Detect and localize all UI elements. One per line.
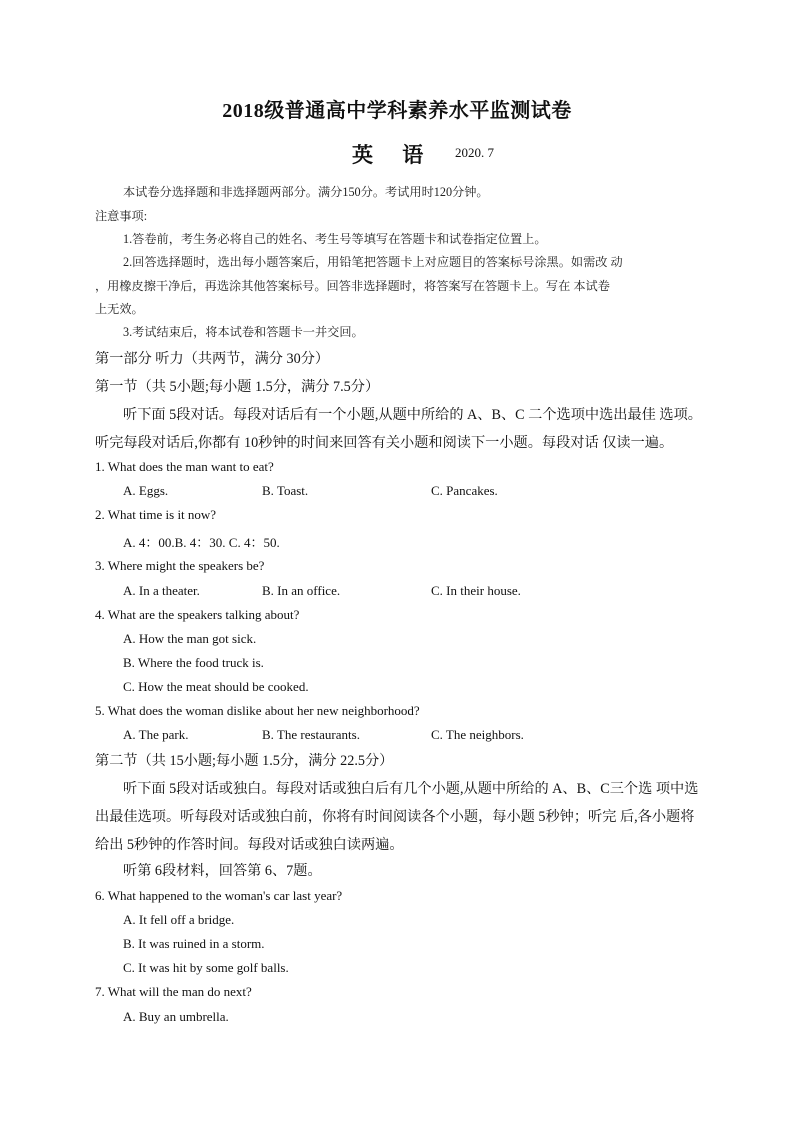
instruction-item-2-line-1: 2.回答选择题时，选出每小题答案后，用铅笔把答题卡上对应题目的答案标号涂黑。如需改 动 xyxy=(123,255,623,269)
instruction-item-3: 3.考试结束后，将本试卷和答题卡一并交回。 xyxy=(123,325,364,339)
question-6-option-b: B. It was ruined in a storm. xyxy=(123,936,265,951)
question-6-option-c: C. It was hit by some golf balls. xyxy=(123,960,289,975)
part1-heading: 第一部分 听力（共两节，满分 30分） xyxy=(95,351,330,367)
section2-directions-line-3: 给出 5秒钟的作答时间。每段对话或独白读两遍。 xyxy=(95,837,404,853)
question-3-option-a: A. In a theater. xyxy=(123,583,200,598)
exam-title: 2018级普通高中学科素养水平监测试卷 xyxy=(222,100,572,122)
question-5-option-b: B. The restaurants. xyxy=(262,727,360,742)
question-4-option-c: C. How the meat should be cooked. xyxy=(123,679,309,694)
question-1-option-a: A. Eggs. xyxy=(123,483,169,498)
question-6-stem: 6. What happened to the woman's car last year? xyxy=(95,888,343,903)
section1-directions-line-1: 听下面 5段对话。每段对话后有一个小题,从题中所给的 A、B、C 二个选项中选出最佳 选项。 xyxy=(123,407,702,423)
question-4-stem: 4. What are the speakers talking about? xyxy=(95,607,300,622)
notice-label: 注意事项: xyxy=(95,209,148,223)
instruction-item-2-line-3: 上无效。 xyxy=(95,302,144,316)
section1-heading: 第一节（共 5小题;每小题 1.5分，满分 7.5分） xyxy=(95,379,380,395)
section2-directions-line-1: 听下面 5段对话或独白。每段对话或独白后有几个小题,从题中所给的 A、B、C三个选 项中选 xyxy=(123,781,699,797)
section2-directions-line-2: 出最佳选项。听每段对话或独白前，你将有时间阅读各个小题，每小题 5秒钟；听完 后,各小题将 xyxy=(95,809,695,825)
question-1-option-c: C. Pancakes. xyxy=(431,483,498,498)
intro-text: 本试卷分选择题和非选择题两部分。满分150分。考试用时120分钟。 xyxy=(123,185,489,199)
question-7-option-a: A. Buy an umbrella. xyxy=(123,1009,229,1024)
question-1-option-b: B. Toast. xyxy=(262,483,309,498)
question-5-option-a: A. The park. xyxy=(123,727,189,742)
question-2-options: A. 4：00.B. 4：30. C. 4：50. xyxy=(123,535,280,550)
question-1-stem: 1. What does the man want to eat? xyxy=(95,459,274,474)
question-4-option-a: A. How the man got sick. xyxy=(123,631,257,646)
question-5-stem: 5. What does the woman dislike about her new neighborhood? xyxy=(95,703,420,718)
question-7-stem: 7. What will the man do next? xyxy=(95,984,252,999)
section1-directions-line-2: 听完每段对话后,你都有 10秒钟的时间来回答有关小题和阅读下一小题。每段对话 仅读一遍。 xyxy=(95,435,674,451)
question-3-option-c: C. In their house. xyxy=(431,583,521,598)
question-3-stem: 3. Where might the speakers be? xyxy=(95,558,265,573)
material-6-instruction: 听第 6段材料，回答第 6、7题。 xyxy=(123,863,322,879)
question-6-option-a: A. It fell off a bridge. xyxy=(123,912,235,927)
exam-date: 2020. 7 xyxy=(455,145,494,160)
question-2-stem: 2. What time is it now? xyxy=(95,507,217,522)
section2-heading: 第二节（共 15小题;每小题 1.5分，满分 22.5分） xyxy=(95,753,394,769)
question-5-option-c: C. The neighbors. xyxy=(431,727,524,742)
question-4-option-b: B. Where the food truck is. xyxy=(123,655,264,670)
instruction-item-1: 1.答卷前，考生务必将自己的姓名、考生号等填写在答题卡和试卷指定位置上。 xyxy=(123,232,547,246)
subject-title: 英 语 xyxy=(352,143,436,167)
question-3-option-b: B. In an office. xyxy=(262,583,341,598)
instruction-item-2-line-2: ，用橡皮擦干净后，再选涂其他答案标号。回答非选择题时，将答案写在答题卡上。写在 本试卷 xyxy=(95,279,610,293)
